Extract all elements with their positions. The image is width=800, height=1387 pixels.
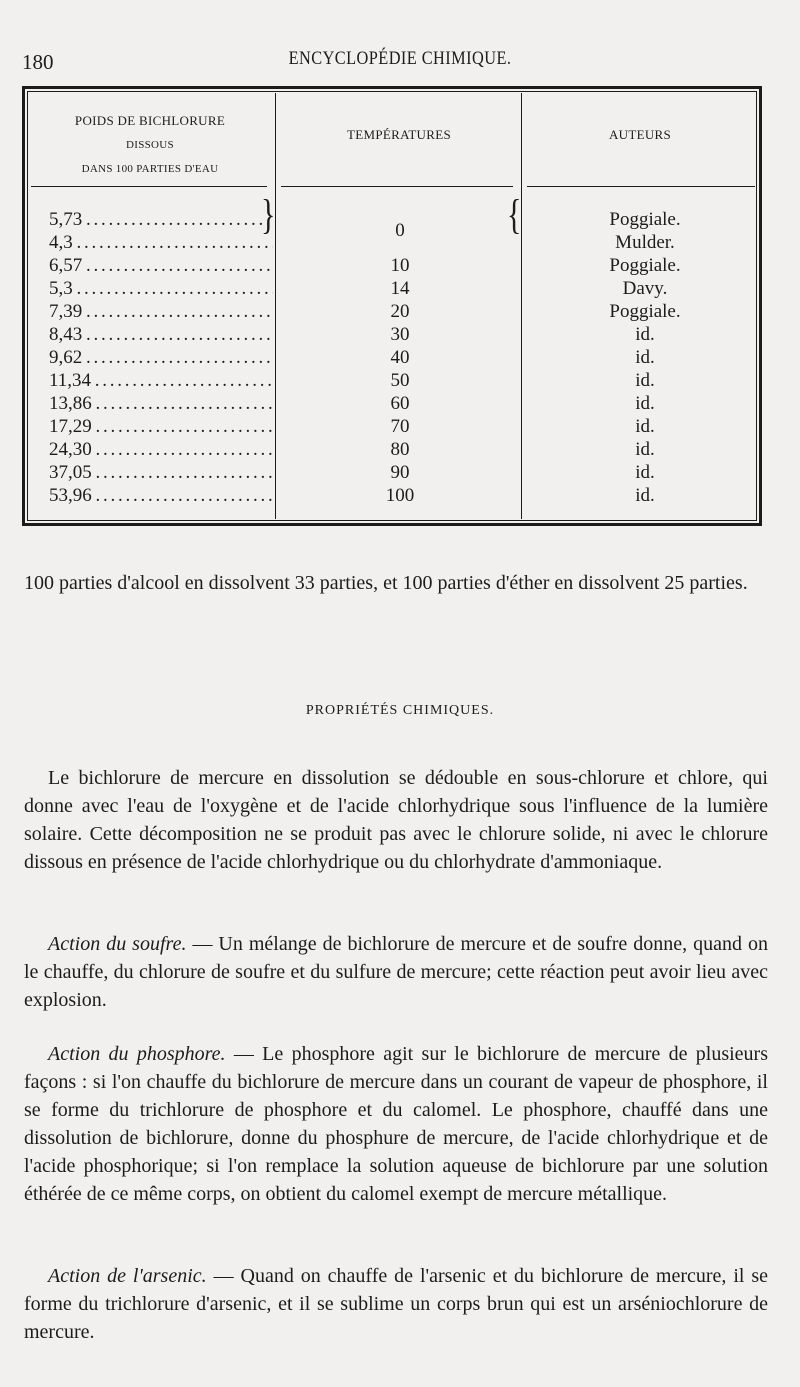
table-cell-author: Poggiale. [609, 301, 681, 322]
paragraph-arsenic-lead: Action de l'arsenic. [48, 1265, 207, 1287]
table-cell-temperature: 20 [390, 301, 410, 322]
table-row [25, 324, 759, 347]
table-row [25, 462, 759, 485]
table-cell-author: id. [635, 324, 655, 345]
table-row [25, 485, 759, 508]
table-row [25, 301, 759, 324]
paragraph-arsenic-body: — Quand on chauffe de l'arsenic et du bichlorure de mercure, il se forme du trichlorure d'arsenic, et il se sublime un corps brun qui est un arséniochlorure de mercure. [24, 1265, 769, 1343]
table-cell-temperature: 50 [390, 370, 410, 391]
table-cell-value: 17,29 . . . [49, 416, 273, 438]
column-header-weight-line1: POIDS DE BICHLORURE [74, 113, 226, 128]
table-cell-value: 7,39 . . . [49, 301, 273, 323]
section-title: PROPRIÉTÉS CHIMIQUES. [305, 703, 495, 718]
table-row [25, 370, 759, 393]
table-cell-author: Davy. [622, 278, 668, 299]
table-cell-temperature: 30 [390, 324, 410, 345]
paragraph-sulfur-body: — Un mélange de bichlorure de mercure et de soufre donne, quand on le chauffe, du chlorure de soufre et du sulfure de mercure; cette réaction peut avoir lieu avec explosion. [24, 933, 768, 1011]
paragraph-phosphorus [24, 1040, 768, 1208]
table-cell-value: 4,3 . . . [49, 232, 273, 254]
paragraph-phosphorus-text [24, 1040, 768, 1208]
table-row [25, 209, 759, 241]
table-cell-value: 24,30 . . . [49, 439, 273, 461]
header-divider [281, 186, 513, 187]
table-row [25, 416, 759, 439]
paragraph-arsenic-text [24, 1262, 768, 1346]
table-cell-author: id. [635, 485, 655, 506]
table-cell-author: id. [635, 370, 655, 391]
page-number: 180 [22, 50, 54, 74]
table-row [25, 278, 759, 301]
table-cell-value: 13,86 . . . [49, 393, 273, 415]
table-cell-value: 53,96 . . . [49, 485, 273, 507]
table-cell-temperature: 70 [390, 416, 410, 437]
table-cell-temperature: 14 [390, 278, 410, 299]
table-cell-temperature: 0 [395, 220, 405, 241]
table-cell-author: Mulder. [615, 232, 675, 253]
page-header [0, 44, 800, 78]
running-title: ENCYCLOPÉDIE CHIMIQUE. [288, 48, 512, 69]
table-cell-author: id. [635, 416, 655, 437]
table-cell-author: id. [635, 393, 655, 414]
paragraph-sulfur-text [24, 930, 768, 1014]
table-cell-author: Poggiale. [609, 209, 681, 230]
table-cell-value: 8,43 . . . [49, 324, 273, 346]
table-cell-temperature: 60 [390, 393, 410, 414]
paragraph-arsenic [24, 1262, 768, 1346]
column-header-weight-line2: DISSOUS [126, 139, 174, 151]
solubility-note [24, 569, 768, 597]
paragraph-sulfur-lead: Action du soufre. [48, 933, 187, 955]
table-cell-author: Poggiale. [609, 255, 681, 276]
table-cell-value: 6,57 . . . [49, 255, 273, 277]
table-cell-temperature: 100 [385, 485, 415, 506]
table-cell-author: id. [635, 347, 655, 368]
table-row [25, 347, 759, 370]
solubility-table [22, 86, 762, 526]
grouping-brace: } [261, 192, 276, 239]
table-cell-value: 5,3 . . . [49, 278, 273, 300]
table-cell-temperature: 40 [390, 347, 410, 368]
paragraph-phosphorus-lead: Action du phosphore. [48, 1043, 226, 1065]
column-header-temperature: TEMPÉRATURES [346, 127, 451, 142]
paragraph-decomposition-text: Le bichlorure de mercure en dissolution se dédouble en sous-chlorure et chlore, qui donne avec l'eau de l'oxygène et de l'acide chlorhydrique sous l'influence de la lumière solaire. Cette décomposition ne se produit pas avec le chlorure solide, ni avec le chlorure dissous en présence de l'acide chlorhydrique ou du chlorhydrate d'ammoniaque. [24, 767, 768, 873]
column-header-authors: AUTEURS [608, 127, 672, 142]
column-header-weight-line3: DANS 100 PARTIES D'EAU [81, 163, 219, 175]
header-divider [31, 186, 267, 187]
header-divider [527, 186, 755, 187]
table-cell-value: 37,05 . . . [49, 462, 273, 484]
grouping-brace: { [507, 192, 522, 239]
paragraph-sulfur [24, 930, 768, 1014]
table-cell-temperature: 10 [390, 255, 410, 276]
table-cell-author: id. [635, 439, 655, 460]
table-row [25, 255, 759, 278]
table-cell-temperature: 90 [390, 462, 410, 483]
paragraph-decomposition [24, 764, 768, 876]
solubility-note-text: 100 parties d'alcool en dissolvent 33 parties, et 100 parties d'éther en dissolvent 25 parties. [24, 572, 748, 594]
table-cell-value: 9,62 . . . [49, 347, 273, 369]
table-cell-value: 5,73 . . . [49, 209, 273, 231]
table-row [25, 439, 759, 462]
table-cell-temperature: 80 [390, 439, 410, 460]
table-cell-author: id. [635, 462, 655, 483]
table-cell-value: 11,34 . . . [49, 370, 273, 392]
column-header-weight [35, 109, 265, 181]
table-row [25, 393, 759, 416]
table-row [25, 232, 759, 255]
paragraph-phosphorus-body: — Le phosphore agit sur le bichlorure de mercure de plusieurs façons : si l'on chauffe du bichlorure de mercure dans un courant de vapeur de phosphore, il se forme du trichlorure de phosphore et du calomel. Le phosphore, chauffé dans une dissolution de bichlorure, donne du phosphure de mercure, de l'acide chlorhydrique et de l'acide phosphorique; si l'on remplace la solution aqueuse de bichlorure par une solution éthérée de ce même corps, on obtient du calomel exempt de mercure métallique. [24, 1043, 768, 1205]
